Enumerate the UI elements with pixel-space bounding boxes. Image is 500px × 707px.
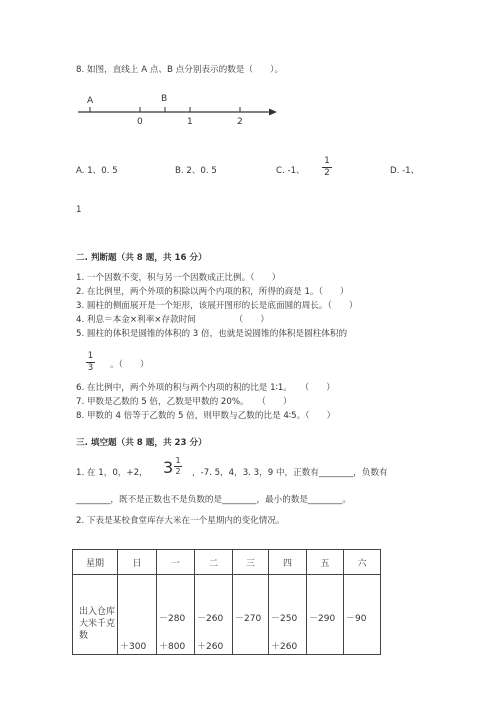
option-d-continued: 1 xyxy=(76,205,82,215)
in-value: ＋300 xyxy=(120,642,147,652)
header-mon: 一 xyxy=(157,550,195,575)
option-c-fraction xyxy=(322,157,332,177)
cell-fri xyxy=(307,575,344,655)
row-label: 出入仓库大米千克数 xyxy=(79,607,116,641)
cell-sat xyxy=(344,575,381,655)
header-sat: 六 xyxy=(344,550,381,575)
option-d: D. -1、 xyxy=(390,166,420,176)
tick-0-label: 0 xyxy=(137,117,143,127)
fraction-denominator: 3 xyxy=(87,362,94,373)
judge-item-4: 4. 利息＝本金×利率×存款时间 （ ） xyxy=(76,315,269,325)
out-value: －250 xyxy=(271,614,298,624)
section-2-title: 二. 判断题（共 8 题，共 16 分） xyxy=(76,253,207,263)
judge-item-5: 5. 圆柱的体积是圆锥的体积的 3 倍，也就是说圆锥的体积是圆柱体积的 xyxy=(76,329,348,339)
judge-item-8: 8. 甲数的 4 倍等于乙数的 5 倍，则甲数与乙数的比是 4∶5。（ ） xyxy=(76,411,336,421)
table-header-row xyxy=(73,550,381,575)
point-b-label: B xyxy=(161,94,168,104)
fill-q2: 2. 下表是某校食堂库存大米在一个星期内的变化情况。 xyxy=(76,516,285,526)
cell-tue xyxy=(195,575,233,655)
row-label-cell xyxy=(73,575,118,655)
cell-thu xyxy=(269,575,307,655)
fraction-denominator: 2 xyxy=(324,167,330,178)
number-line xyxy=(70,92,285,130)
section-3-title: 三. 填空题（共 8 题，共 23 分） xyxy=(76,438,207,448)
fraction-numerator: 1 xyxy=(87,351,94,361)
in-value: ＋800 xyxy=(159,642,186,652)
header-tue: 二 xyxy=(195,550,233,575)
cell-wed xyxy=(233,575,269,655)
out-value: －280 xyxy=(159,614,186,624)
point-a-label: A xyxy=(87,96,94,106)
in-value: ＋260 xyxy=(197,642,224,652)
judge-item-7: 7. 甲数是乙数的 5 倍，乙数是甲数的 20%。 （ ） xyxy=(76,397,292,407)
judge-item-5-tail: 。（ ） xyxy=(110,360,149,370)
header-sun: 日 xyxy=(118,550,157,575)
header-thu: 四 xyxy=(269,550,307,575)
judge-item-3: 3. 圆柱的侧面展开是一个矩形，该展开图形的长是底面圆的周长。（ ） xyxy=(76,301,358,311)
judge-item-6: 6. 在比例中，两个外项的积与两个内项的积的比是 1∶1。 （ ） xyxy=(76,383,335,393)
fill-q1-line2: ________，既不是正数也不是负数的是________，最小的数是________。 xyxy=(76,495,352,505)
table-row xyxy=(73,575,381,655)
tick-1-label: 1 xyxy=(187,117,193,127)
fraction-numerator: 1 xyxy=(175,456,181,465)
out-value: －260 xyxy=(197,614,224,624)
tick-2-label: 2 xyxy=(237,117,243,127)
header-wed: 三 xyxy=(233,550,269,575)
cell-mon xyxy=(157,575,195,655)
cell-sun xyxy=(118,575,157,655)
judge-item-5-fraction xyxy=(86,352,95,372)
out-value: －90 xyxy=(346,614,367,624)
header-fri: 五 xyxy=(307,550,344,575)
header-weekday: 星期 xyxy=(73,550,118,575)
mixed-number-fraction xyxy=(174,457,182,476)
fill-q1-start: 1. 在 1，0，+2， xyxy=(76,468,148,478)
fill-q1-middle: ，-7. 5，4，3. 3，9 中，正数有________，负数有 xyxy=(192,468,388,478)
out-value: －290 xyxy=(309,614,336,624)
judge-item-2: 2. 在比例里，两个外项的积除以两个内项的积，所得的商是 1。（ ） xyxy=(76,287,349,297)
out-value: －270 xyxy=(235,614,262,624)
q8-prompt: 8. 如图，直线上 A 点、B 点分别表示的数是（ ）。 xyxy=(76,65,284,75)
option-a: A. 1、0. 5 xyxy=(76,166,118,176)
judge-item-1: 1. 一个因数不变，积与另一个因数成正比例。（ ） xyxy=(76,273,281,283)
option-c: C. -1、 xyxy=(276,166,305,176)
mixed-number-whole: 3 xyxy=(163,458,174,477)
fraction-denominator: 2 xyxy=(175,467,181,476)
in-value: ＋260 xyxy=(271,642,298,652)
number-line-arrow xyxy=(269,109,277,116)
option-b: B. 2、0. 5 xyxy=(175,166,217,176)
fraction-numerator: 1 xyxy=(324,156,330,166)
rice-inventory-table xyxy=(72,549,381,655)
